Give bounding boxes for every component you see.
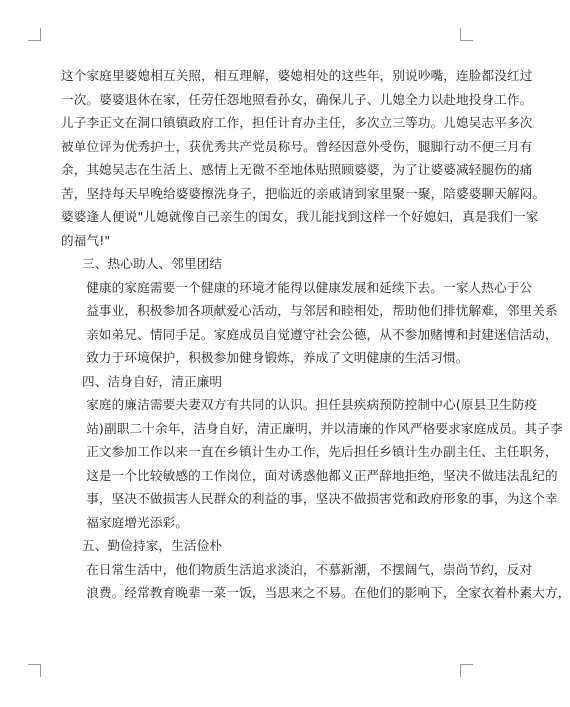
body-paragraph xyxy=(61,393,563,534)
text-line: 余，其媳吴志在生活上、感情上无微不至地体贴照顾婆婆，为了让婆婆减轻腿伤的痛 xyxy=(61,162,533,177)
section-heading xyxy=(61,534,443,558)
text-line: 儿子李正文在洞口镇镇政府工作，担任计育办主任，多次立三等功。儿媳吴志平多次 xyxy=(61,115,533,130)
text-line: 被单位评为优秀护士，获优秀共产党员称号。曾经因意外受伤，腿脚行动不便三月有 xyxy=(61,138,533,154)
text-line: 事，坚决不做损害人民群众的利益的事，坚决不做损害党和政府形象的事，为这个幸 xyxy=(86,491,558,506)
crop-mark-bottom-right xyxy=(460,664,473,677)
crop-mark-bottom-left xyxy=(28,664,41,677)
text-line: 婆婆逢人便说"儿媳就像自己亲生的闺女，我儿能找到这样一个好媳妇，真是我们一家 xyxy=(61,209,539,224)
text-line: 五、勤俭持家，生活俭朴 xyxy=(82,538,223,553)
text-line: 亲如弟兄、情同手足。家庭成员自觉遵守社会公德，从不参加赌博和封建迷信活动， xyxy=(86,326,558,342)
text-line: 站)副职二十余年，洁身自好，清正廉明，并以清廉的作风严格要求家庭成员。其子李 xyxy=(86,420,563,436)
text-line: 的福气!" xyxy=(61,232,111,248)
text-line: 苦，坚持每天早晚给婆婆擦洗身子，把临近的亲戚请到家里聚一聚，陪婆婆聊天解闷。 xyxy=(61,185,546,201)
body-paragraph xyxy=(61,276,558,370)
crop-mark-top-right xyxy=(460,28,473,41)
text-line: 四、洁身自好，清正廉明 xyxy=(82,373,223,389)
text-line: 益事业，积极参加各项献爱心活动，与邻居和睦相处，帮助他们排忧解难，邻里关系 xyxy=(86,303,558,318)
text-line: 致力于环境保护，积极参加健身锻炼，养成了文明健康的生活习惯。 xyxy=(86,350,469,365)
text-line: 浪费。经常教育晚辈一菜一饭，当思来之不易。在他们的影响下，全家衣着朴素大方， xyxy=(86,585,570,600)
text-line: 一次。婆婆退休在家，任劳任怨地照看孙女，确保儿子、儿媳全力以赴地投身工作。 xyxy=(61,91,533,107)
section-heading xyxy=(61,252,443,276)
crop-mark-top-left xyxy=(28,28,41,41)
text-line: 福家庭增光添彩。 xyxy=(86,514,189,530)
section-heading xyxy=(61,370,443,394)
body-paragraph xyxy=(61,64,546,252)
body-paragraph xyxy=(61,558,570,605)
text-line: 在日常生活中，他们物质生活追求淡泊，不慕新潮，不摆阔气，崇尚节约，反对 xyxy=(86,561,533,577)
text-line: 三、热心助人、邻里团结 xyxy=(82,256,223,271)
text-line: 家庭的廉洁需要夫妻双方有共同的认识。担任县疾病预防控制中心(原县卫生防疫 xyxy=(86,397,538,412)
text-line: 健康的家庭需要一个健康的环境才能得以健康发展和延续下去。一家人热心于公 xyxy=(86,279,533,295)
text-line: 这是一个比较敏感的工作岗位，面对诱惑他都义正严辞地拒绝，坚决不做违法乱纪的 xyxy=(86,467,558,483)
text-line: 正文参加工作以来一直在乡镇计生办工作，先后担任乡镇计生办副主任、主任职务， xyxy=(86,444,558,459)
document-body xyxy=(61,64,570,605)
text-line: 这个家庭里婆媳相互关照，相互理解，婆媳相处的这些年，别说吵嘴，连脸都没红过 xyxy=(61,68,533,83)
